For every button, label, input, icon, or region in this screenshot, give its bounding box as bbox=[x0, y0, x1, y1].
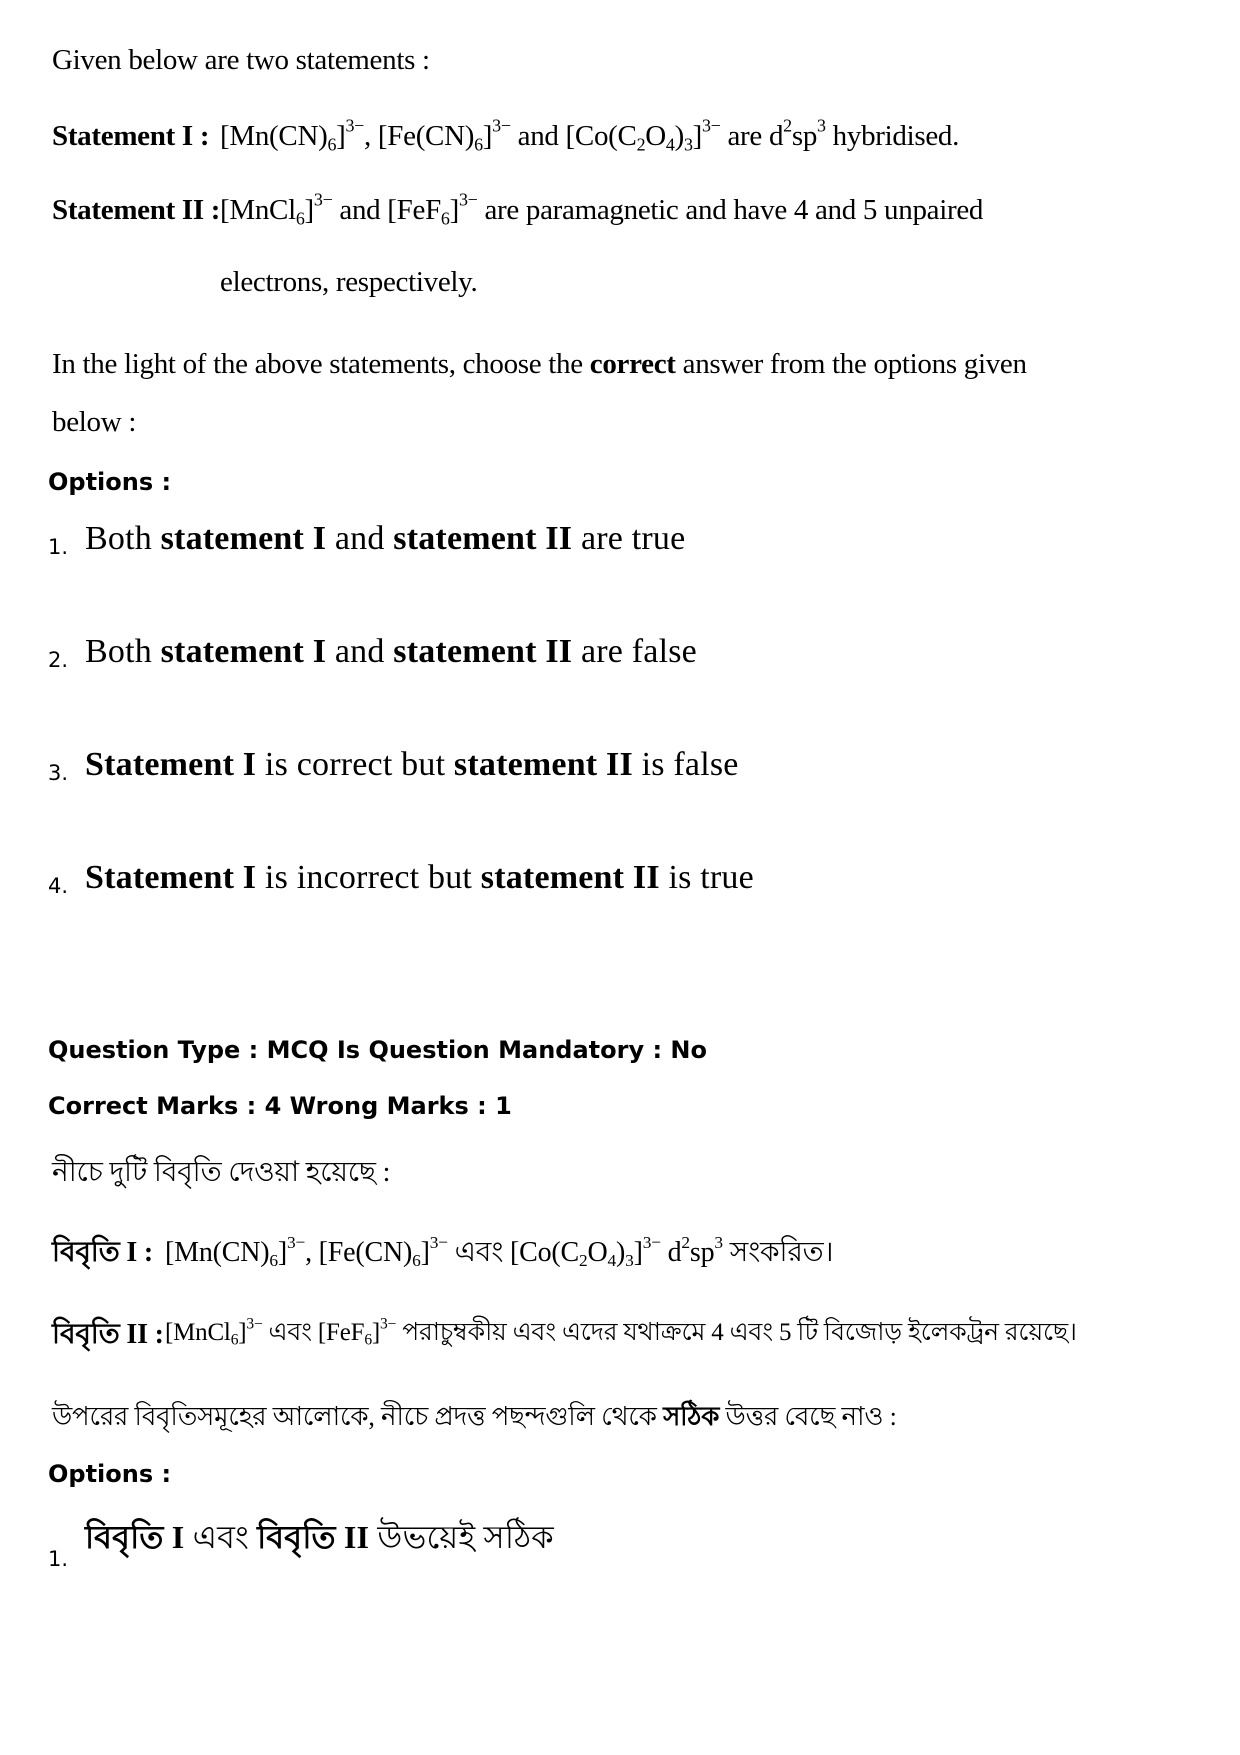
statement-2-text-bn: [MnCl$_6$]$^{3-}$ এবং $[FeF_6]^{3-}$ পরাচুম্বকীয় এবং এদের যথাক্রমে 4 এবং 5 টি বিজোড় ইলেকট্রন রয়েছে। bbox=[165, 1315, 1077, 1349]
options-heading-en: Options : bbox=[48, 468, 172, 496]
statement-2-label: Statement II : bbox=[52, 194, 221, 226]
option-2-text[interactable]: Both statement I and statement II are false bbox=[85, 633, 697, 670]
instruction-continuation: below : bbox=[52, 406, 137, 438]
option-number: 3. bbox=[48, 761, 69, 785]
option-number: 1. bbox=[48, 535, 69, 559]
statement-2-text: [MnCl$_6$]$^{3-}$ and $[FeF_6]^{3-}$ are paramagnetic and have 4 and 5 unpaired bbox=[220, 189, 984, 229]
option-4-text[interactable]: Statement I is incorrect but statement II is true bbox=[85, 859, 754, 896]
option-number: 2. bbox=[48, 648, 69, 672]
marks-line: Correct Marks : 4 Wrong Marks : 1 bbox=[48, 1092, 512, 1120]
instruction: In the light of the above statements, choose the correct answer from the options given bbox=[52, 348, 1027, 380]
question-intro-bn: নীচে দুটি বিবৃতি দেওয়া হয়েছে : bbox=[52, 1157, 391, 1188]
statement-2-continuation: electrons, respectively. bbox=[220, 266, 478, 298]
option-1-text-bn[interactable]: বিবৃতি I এবং বিবৃতি II উভয়েই সঠিক bbox=[85, 1519, 554, 1555]
statement-1-text-bn: $[Mn(CN)_6]^{3-}$, $[Fe(CN)_6]^{3-}$ এবং $[Co(C_2O_4)_3]^{3-}$ $d^2sp^3$ সংকরিত। bbox=[165, 1232, 834, 1271]
statement-2-label-bn: বিবৃতি II : bbox=[52, 1319, 164, 1350]
option-number: 4. bbox=[48, 874, 69, 898]
statement-1-label-bn: বিবৃতি I : bbox=[52, 1237, 154, 1268]
option-number: 1. bbox=[48, 1547, 69, 1571]
statement-1-text: $[Mn(CN)_6]^{3-}$, $[Fe(CN)_6]^{3-}$ and $[Co(C_2O_4)_3]^{3-}$ are $d^2sp^3$ hybridised. bbox=[220, 115, 960, 155]
option-1-text[interactable]: Both statement I and statement II are true bbox=[85, 520, 686, 557]
instruction-bn: উপরের বিবৃতিসমূহের আলোকে, নীচে প্রদত্ত পছন্দগুলি থেকে সঠিক উত্তর বেছে নাও : bbox=[52, 1402, 897, 1431]
statement-1-label: Statement I : bbox=[52, 120, 210, 152]
question-type-line: Question Type : MCQ Is Question Mandatory : No bbox=[48, 1036, 707, 1064]
options-heading-bn: Options : bbox=[48, 1460, 172, 1488]
option-3-text[interactable]: Statement I is correct but statement II is false bbox=[85, 746, 739, 783]
question-intro: Given below are two statements : bbox=[52, 44, 430, 76]
